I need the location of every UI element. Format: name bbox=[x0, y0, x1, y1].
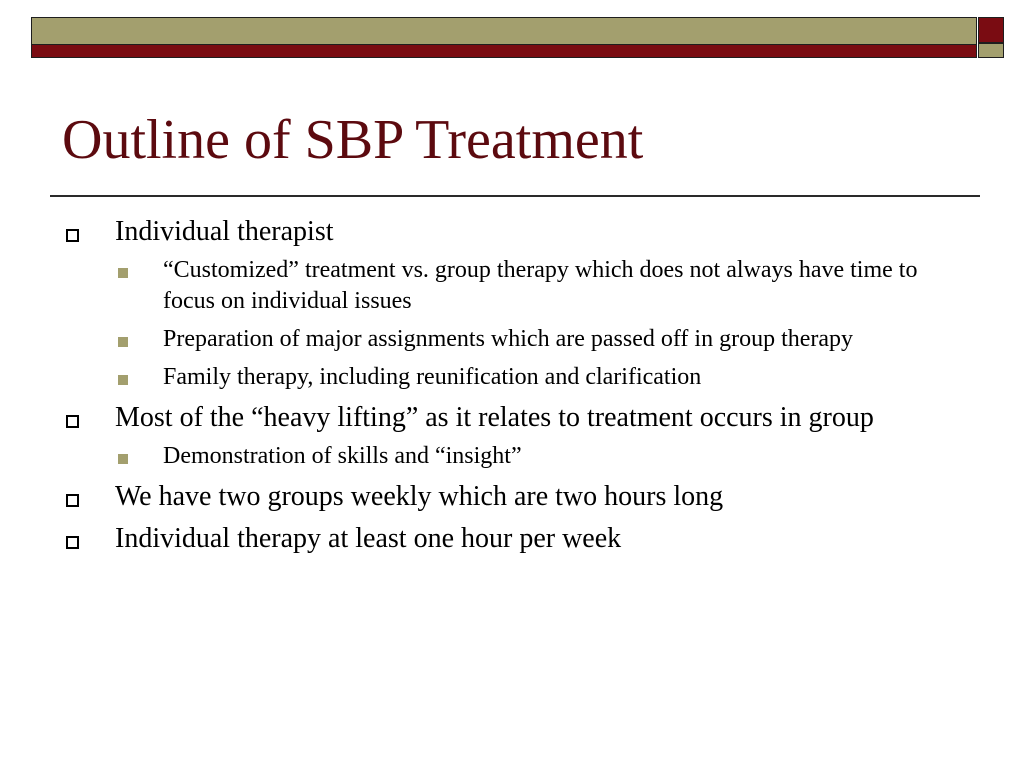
sub-bullet-text: Preparation of major assignments which are passed off in group therapy bbox=[163, 326, 854, 352]
filled-square-bullet-icon bbox=[118, 454, 128, 464]
sub-bullet-item bbox=[115, 255, 960, 317]
hollow-square-bullet-icon bbox=[66, 415, 79, 428]
hollow-square-bullet-icon bbox=[66, 536, 79, 549]
sub-bullet-item bbox=[115, 441, 960, 472]
bullet-text: Most of the “heavy lifting” as it relates to treatment occurs in group bbox=[115, 402, 874, 433]
header-decoration-bar bbox=[31, 17, 977, 58]
sub-bullet-list bbox=[115, 255, 960, 393]
sub-bullet-list bbox=[115, 441, 960, 472]
slide-title: Outline of SBP Treatment bbox=[62, 109, 644, 171]
sub-bullet-item bbox=[115, 362, 960, 393]
bullet-item bbox=[60, 400, 960, 472]
sub-bullet-text: “Customized” treatment vs. group therapy which does not always have time to focus on individual issues bbox=[163, 257, 918, 314]
filled-square-bullet-icon bbox=[118, 337, 128, 347]
filled-square-bullet-icon bbox=[118, 268, 128, 278]
bullet-text: We have two groups weekly which are two hours long bbox=[115, 481, 724, 512]
filled-square-bullet-icon bbox=[118, 375, 128, 385]
bullet-list bbox=[60, 208, 960, 557]
header-square-red bbox=[978, 17, 1004, 43]
header-band-olive bbox=[32, 18, 976, 45]
sub-bullet-text: Demonstration of skills and “insight” bbox=[163, 443, 522, 469]
title-divider bbox=[50, 195, 980, 197]
bullet-text: Individual therapy at least one hour per week bbox=[115, 523, 622, 554]
bullet-item bbox=[60, 521, 960, 557]
sub-bullet-item bbox=[115, 324, 960, 355]
bullet-text: Individual therapist bbox=[115, 216, 334, 247]
hollow-square-bullet-icon bbox=[66, 229, 79, 242]
sub-bullet-text: Family therapy, including reunification and clarification bbox=[163, 364, 702, 390]
header-band-red bbox=[32, 45, 976, 57]
header-square-olive bbox=[978, 43, 1004, 58]
bullet-item bbox=[60, 479, 960, 515]
bullet-item bbox=[60, 214, 960, 393]
hollow-square-bullet-icon bbox=[66, 494, 79, 507]
